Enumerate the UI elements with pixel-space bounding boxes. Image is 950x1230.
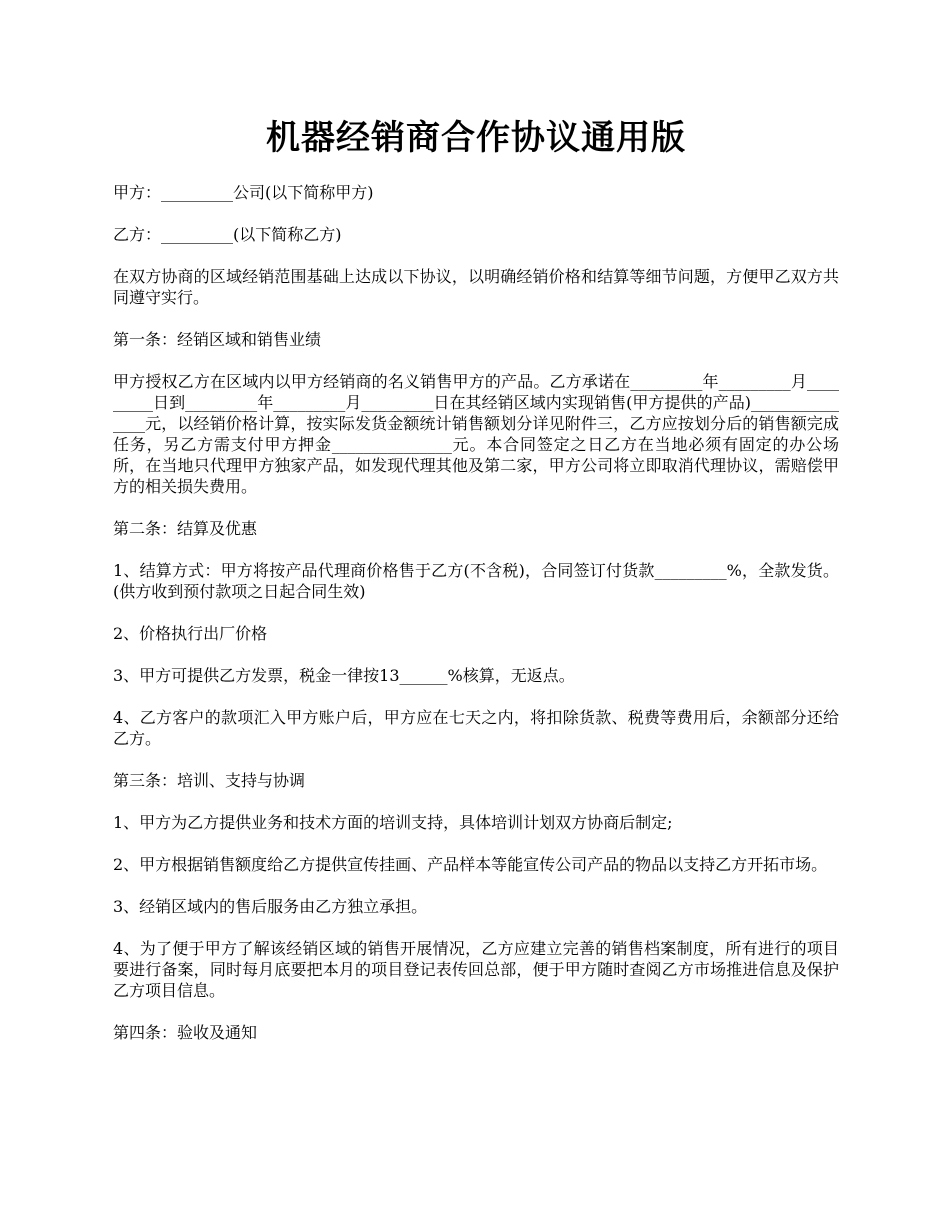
party-b-line: 乙方：_________(以下简称乙方) bbox=[113, 225, 342, 244]
document-title: 机器经销商合作协议通用版 bbox=[266, 118, 686, 158]
document-page bbox=[113, 0, 839, 1043]
article-3-heading: 第三条：培训、支持与协调 bbox=[113, 771, 306, 790]
article-3-clause-3: 3、经销区域内的售后服务由乙方独立承担。 bbox=[113, 897, 428, 916]
article-3-clause-1: 1、甲方为乙方提供业务和技术方面的培训支持，具体培训计划双方协商后制定; bbox=[113, 813, 673, 832]
article-4-heading: 第四条：验收及通知 bbox=[113, 1023, 258, 1042]
article-2-clause-1: 1、结算方式：甲方将按产品代理商价格售于乙方(不含税)，合同签订付货款_________%，全款发货。(供方收到预付款项之日起合同生效) bbox=[113, 561, 839, 601]
article-3-clause-4: 4、为了便于甲方了解该经销区域的销售开展情况，乙方应建立完善的销售档案制度，所有进行的项目要进行备案，同时每月底要把本月的项目登记表传回总部，便于甲方随时查阅乙方市场推进信息及保护乙方项目信息。 bbox=[113, 939, 839, 1000]
preamble-paragraph: 在双方协商的区域经销范围基础上达成以下协议，以明确经销价格和结算等细节问题，方便甲乙双方共同遵守实行。 bbox=[113, 267, 839, 307]
article-1-heading: 第一条：经销区域和销售业绩 bbox=[113, 330, 322, 349]
article-1-body: 甲方授权乙方在区域内以甲方经销商的名义销售甲方的产品。乙方承诺在_________年_________月_________日到_________年_________月_________日在其经销区域内实现销售(甲方提供的产品)_______________元，以经销价格计算，按实际发货金额统计销售额划分详见附件三，乙方应按划分后的销售额完成任务，另乙方需支付甲方押金_______________元。本合同签定之日乙方在当地必须有固定的办公场所，在当地只代理甲方独家产品，如发现代理其他及第二家，甲方公司将立即取消代理协议，需赔偿甲方的相关损失费用。 bbox=[113, 372, 839, 496]
party-a-line: 甲方：_________公司(以下简称甲方) bbox=[113, 183, 374, 202]
article-3-clause-2: 2、甲方根据销售额度给乙方提供宣传挂画、产品样本等能宣传公司产品的物品以支持乙方开拓市场。 bbox=[113, 855, 828, 874]
article-2-heading: 第二条：结算及优惠 bbox=[113, 519, 258, 538]
article-2-clause-3: 3、甲方可提供乙方发票，税金一律按13______%核算，无返点。 bbox=[113, 666, 575, 685]
article-2-clause-2: 2、价格执行出厂价格 bbox=[113, 624, 268, 643]
article-2-clause-4: 4、乙方客户的款项汇入甲方账户后，甲方应在七天之内，将扣除货款、税费等费用后，余额部分还给乙方。 bbox=[113, 708, 839, 748]
